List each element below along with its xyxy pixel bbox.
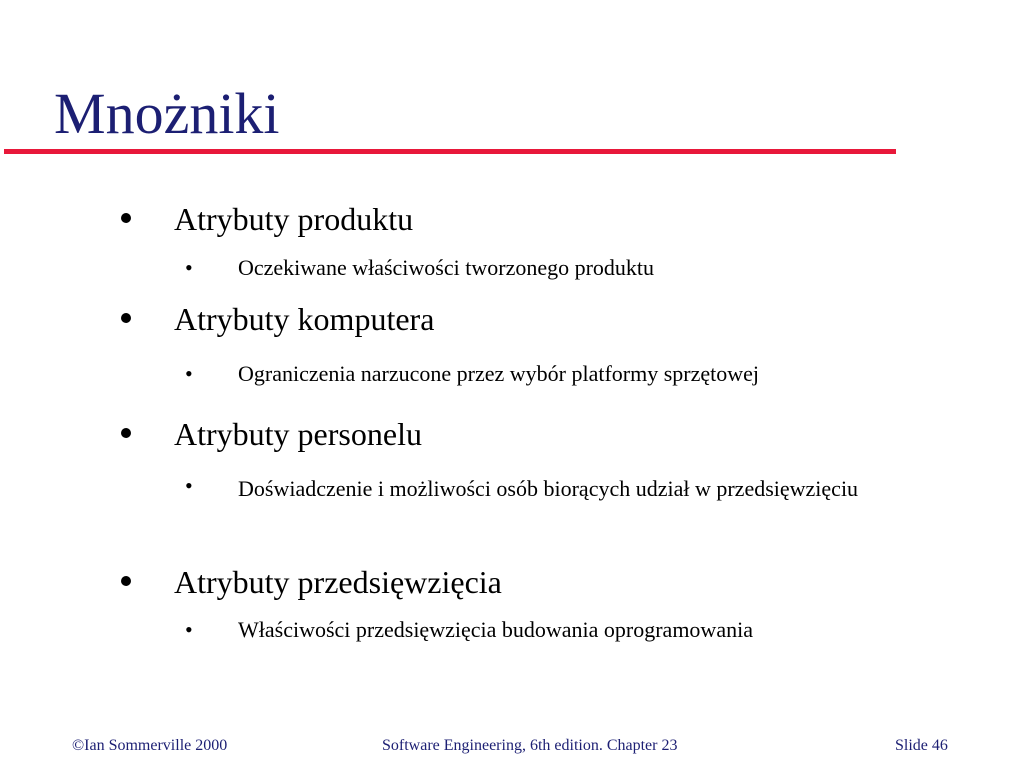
- sub-bullet-text: Ograniczenia narzucone przez wybór platformy sprzętowej: [238, 361, 760, 386]
- bullet-dot-icon: [121, 576, 131, 586]
- bullet-dot-icon: [121, 313, 131, 323]
- sub-bullet-dot-icon: •: [185, 473, 193, 498]
- bullet-dot-icon: [121, 213, 131, 223]
- sub-bullet-text: Oczekiwane właściwości tworzonego produktu: [238, 255, 655, 280]
- bullet-label: Atrybuty personelu: [174, 416, 422, 452]
- sub-bullet-text: Doświadczenie i możliwości osób biorących udział w przedsięwzięciu: [238, 476, 859, 501]
- footer-slide-number: Slide 46: [895, 737, 948, 754]
- bullet-label: Atrybuty produktu: [174, 201, 414, 237]
- bullet-label: Atrybuty komputera: [174, 301, 435, 337]
- bullet-dot-icon: [121, 428, 131, 438]
- bullet-label: Atrybuty przedsięwzięcia: [174, 564, 502, 600]
- sub-bullet-dot-icon: •: [185, 361, 193, 386]
- footer-book-title: Software Engineering, 6th edition. Chapter 23: [382, 737, 678, 754]
- sub-bullet-text: Właściwości przedsięwzięcia budowania oprogramowania: [238, 617, 753, 642]
- bullet-item: [0, 300, 1024, 344]
- bullet-item: [0, 415, 1024, 459]
- bullet-item: [0, 563, 1024, 607]
- sub-bullet-dot-icon: •: [185, 617, 193, 642]
- slide-title: Mnożniki: [54, 81, 280, 146]
- bullet-item: [0, 200, 1024, 244]
- sub-bullet-dot-icon: •: [185, 255, 193, 280]
- footer-copyright: ©Ian Sommerville 2000: [72, 737, 228, 754]
